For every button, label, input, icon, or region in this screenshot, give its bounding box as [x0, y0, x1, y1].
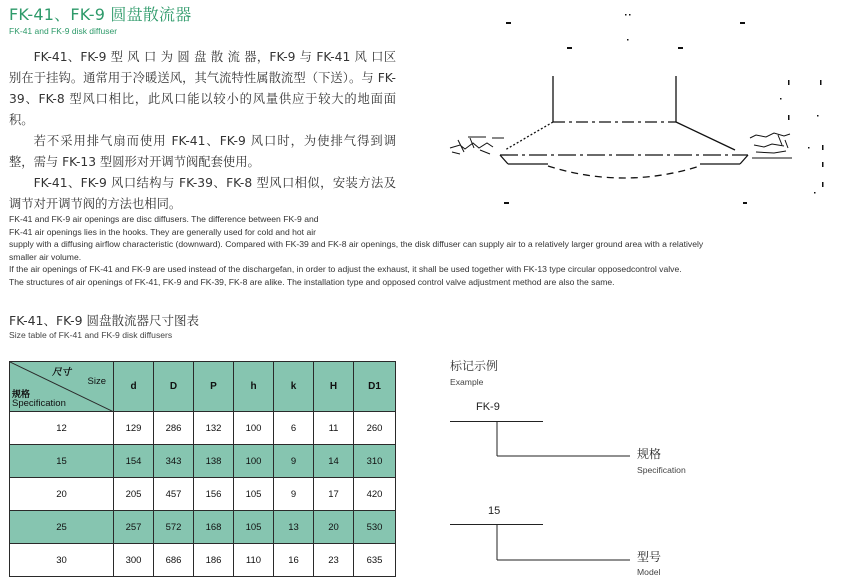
- column-header: H: [314, 362, 354, 412]
- value-cell: 205: [114, 478, 154, 511]
- value-cell: 132: [194, 412, 234, 445]
- table-row: [10, 478, 396, 511]
- table-header-row: [10, 362, 396, 412]
- value-cell: 138: [194, 445, 234, 478]
- value-cell: 343: [154, 445, 194, 478]
- corner-size-cn: 尺寸: [52, 367, 72, 378]
- en-line-6: The structures of air openings of FK-41, FK-9 and FK-39, FK-8 are alike. The installation type and opposed control valve adjustment method are also the same.: [9, 276, 615, 287]
- disk-diffuser-drawing: [430, 0, 850, 210]
- value-cell: 11: [314, 412, 354, 445]
- value-cell: 156: [194, 478, 234, 511]
- table-row: [10, 445, 396, 478]
- spec-cell: 30: [10, 544, 114, 577]
- value-cell: 20: [314, 511, 354, 544]
- page-title: FK-41、FK-9 圆盘散流器: [9, 5, 192, 24]
- page-subtitle: FK-41 and FK-9 disk diffuser: [9, 26, 118, 36]
- corner-spec-en: Specification: [12, 398, 66, 409]
- en-line-3: supply with a diffusing airflow characteristic (downward). Compared with FK-39 and FK-8 air openings, the disk diffuser can supply air to a relatively larger ground area with a relatively: [9, 239, 704, 249]
- corner-size-en: Size: [87, 376, 106, 387]
- value-cell: 168: [194, 511, 234, 544]
- english-description: [9, 213, 844, 288]
- corner-header-cell: [10, 362, 114, 412]
- example-model-code: FK-9: [476, 401, 500, 413]
- column-header: P: [194, 362, 234, 412]
- spec-cell: 20: [10, 478, 114, 511]
- column-header: k: [274, 362, 314, 412]
- cn-paragraph-3: FK-41、FK-9 风口结构与 FK-39、FK-8 型风口相似，安装方法及调节对开调节阀的方法也相同。: [9, 176, 396, 211]
- spec-cell: 25: [10, 511, 114, 544]
- example-title: 标记示例: [450, 359, 499, 373]
- table-row: [10, 412, 396, 445]
- cn-paragraph-2: 若不采用排气扇而使用 FK-41、FK-9 风口时，为使排气得到调整，需与 FK-13 型圆形对开调节阀配套使用。: [9, 134, 396, 169]
- example-subtitle: Example: [450, 377, 484, 387]
- example-spec-code: 15: [488, 505, 501, 517]
- column-header: h: [234, 362, 274, 412]
- value-cell: 9: [274, 445, 314, 478]
- value-cell: 105: [234, 478, 274, 511]
- column-header: D1: [354, 362, 396, 412]
- corner-spec-cn: 规格: [12, 389, 31, 399]
- spec-cell: 15: [10, 445, 114, 478]
- value-cell: 110: [234, 544, 274, 577]
- value-cell: 16: [274, 544, 314, 577]
- value-cell: 100: [234, 445, 274, 478]
- value-cell: 572: [154, 511, 194, 544]
- value-cell: 17: [314, 478, 354, 511]
- table-row: [10, 544, 396, 577]
- size-table: [9, 361, 396, 577]
- example-spec-en: Specification: [637, 465, 686, 475]
- example-model-cn: 型号: [637, 550, 662, 564]
- size-table-title: FK-41、FK-9 圆盘散流器尺寸图表: [9, 313, 200, 328]
- value-cell: 686: [154, 544, 194, 577]
- value-cell: 13: [274, 511, 314, 544]
- table-row: [10, 511, 396, 544]
- chinese-description: [9, 47, 396, 215]
- size-table-subtitle: Size table of FK-41 and FK-9 disk diffusers: [9, 330, 173, 340]
- value-cell: 105: [234, 511, 274, 544]
- example-bracket-lines-2: [448, 524, 633, 564]
- value-cell: 9: [274, 478, 314, 511]
- value-cell: 286: [154, 412, 194, 445]
- en-line-5: If the air openings of FK-41 and FK-9 are used instead of the dischargefan, in order to adjust the exhaust, it shall be used together with FK-13 type circular opposedcontrol valve.: [9, 264, 682, 274]
- value-cell: 260: [354, 412, 396, 445]
- spec-cell: 12: [10, 412, 114, 445]
- en-line-2: FK-41 air openings lies in the hooks. They are generally used for cold and hot air: [9, 226, 317, 237]
- value-cell: 457: [154, 478, 194, 511]
- value-cell: 310: [354, 445, 396, 478]
- value-cell: 14: [314, 445, 354, 478]
- column-header: D: [154, 362, 194, 412]
- value-cell: 300: [114, 544, 154, 577]
- value-cell: 23: [314, 544, 354, 577]
- en-line-1: FK-41 and FK-9 air openings are disc diffusers. The difference between FK-9 and: [9, 214, 319, 224]
- value-cell: 154: [114, 445, 154, 478]
- value-cell: 530: [354, 511, 396, 544]
- value-cell: 420: [354, 478, 396, 511]
- column-header: d: [114, 362, 154, 412]
- cn-paragraph-1: FK-41、FK-9 型 风 口 为 圆 盘 散 流 器，FK-9 与 FK-41 风 口区别在于挂钩。通常用于冷暖送风，其气流特性属散流型（下送）。与 FK-39、FK-8 型风口相比，此风口能以较小的风量供应于较大的地面面积。: [9, 50, 396, 127]
- example-model-en: Model: [637, 567, 661, 577]
- value-cell: 100: [234, 412, 274, 445]
- value-cell: 129: [114, 412, 154, 445]
- value-cell: 257: [114, 511, 154, 544]
- example-bracket-lines: [448, 420, 633, 540]
- en-line-4: smaller air volume.: [9, 251, 82, 262]
- value-cell: 6: [274, 412, 314, 445]
- value-cell: 635: [354, 544, 396, 577]
- example-spec-cn: 规格: [637, 447, 662, 461]
- value-cell: 186: [194, 544, 234, 577]
